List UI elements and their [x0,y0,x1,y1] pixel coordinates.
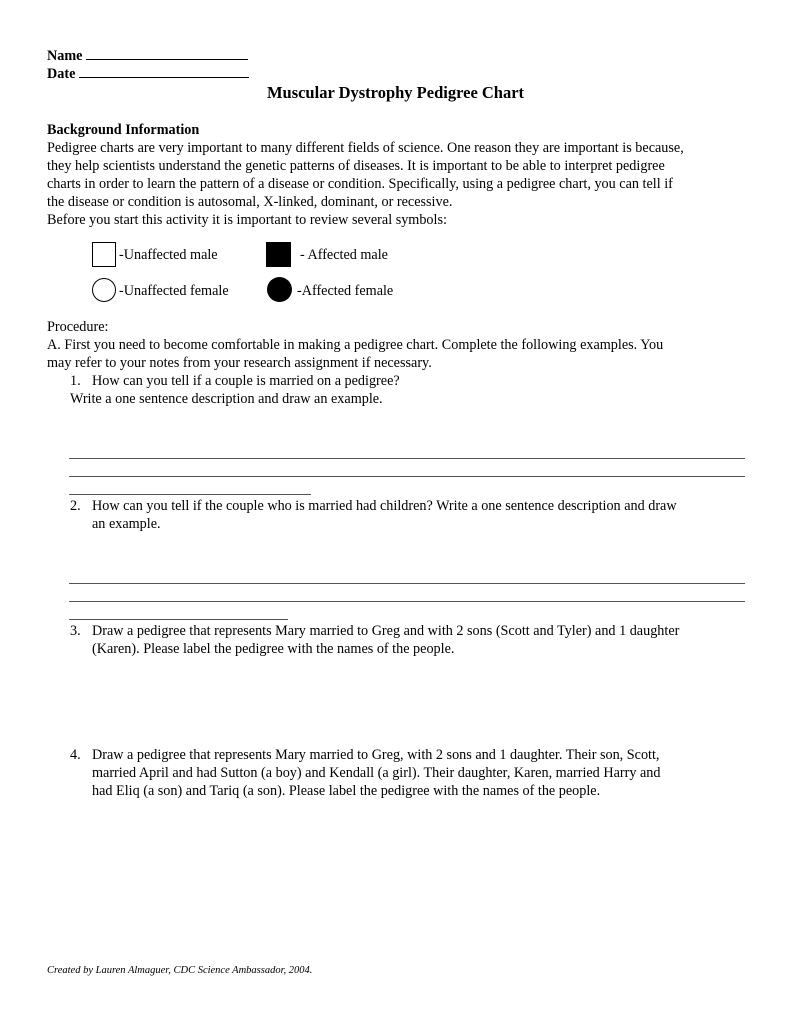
background-line-5: Before you start this activity it is important to review several symbols: [47,212,447,228]
q2-answer-line-1[interactable] [69,583,745,584]
footer-credit: Created by Lauren Almaguer, CDC Science Ambassador, 2004. [47,965,313,976]
affected-female-circle-icon [267,277,292,302]
q1-answer-line-2[interactable] [69,476,745,477]
q1-answer-line-3[interactable] [69,494,311,495]
q2-line-1: How can you tell if the couple who is married had children? Write a one sentence description and draw [92,498,677,514]
q1-answer-line-1[interactable] [69,458,745,459]
name-label: Name [47,48,83,64]
name-field[interactable] [47,47,248,65]
procedure-heading: Procedure: [47,319,109,335]
unaffected-female-label: -Unaffected female [119,283,229,299]
q2-answer-line-3[interactable] [69,619,288,620]
date-blank[interactable] [79,65,249,78]
background-line-2: they help scientists understand the genetic patterns of diseases. It is important to be able to interpret pedigree [47,158,665,174]
affected-male-label: - Affected male [300,247,388,263]
q2-answer-line-2[interactable] [69,601,745,602]
unaffected-male-label: -Unaffected male [119,247,218,263]
unaffected-male-square-icon [92,242,116,267]
date-field[interactable] [47,65,249,83]
q3-line-2: (Karen). Please label the pedigree with the names of the people. [92,641,455,657]
background-heading: Background Information [47,122,200,138]
q1-text: How can you tell if a couple is married on a pedigree? [92,373,400,389]
page-title: Muscular Dystrophy Pedigree Chart [266,83,525,102]
date-label: Date [47,66,76,82]
background-line-1: Pedigree charts are very important to many different fields of science. One reason they are important is because, [47,140,684,156]
q2-number: 2. [70,498,81,514]
q1-number: 1. [70,373,81,389]
q4-number: 4. [70,747,81,763]
procedure-intro-line-2: may refer to your notes from your research assignment if necessary. [47,355,432,371]
unaffected-female-circle-icon [92,278,116,302]
background-line-4: the disease or condition is autosomal, X-linked, dominant, or recessive. [47,194,453,210]
affected-male-square-icon [266,242,291,267]
q3-number: 3. [70,623,81,639]
q2-line-2: an example. [92,516,161,532]
q3-line-1: Draw a pedigree that represents Mary married to Greg and with 2 sons (Scott and Tyler) and 1 daughter [92,623,680,639]
q1-instruction: Write a one sentence description and draw an example. [70,391,383,407]
q4-line-2: married April and had Sutton (a boy) and Kendall (a girl). Their daughter, Karen, married Harry and [92,765,661,781]
q4-line-3: had Eliq (a son) and Tariq (a son). Please label the pedigree with the names of the people. [92,783,601,799]
background-line-3: charts in order to learn the pattern of a disease or condition. Specifically, using a pedigree chart, you can tell if [47,176,673,192]
affected-female-label: -Affected female [297,283,394,299]
procedure-intro-line-1: A. First you need to become comfortable in making a pedigree chart. Complete the following examples. You [47,337,664,353]
name-blank[interactable] [86,47,248,60]
q4-line-1: Draw a pedigree that represents Mary married to Greg, with 2 sons and 1 daughter. Their son, Scott, [92,747,660,763]
